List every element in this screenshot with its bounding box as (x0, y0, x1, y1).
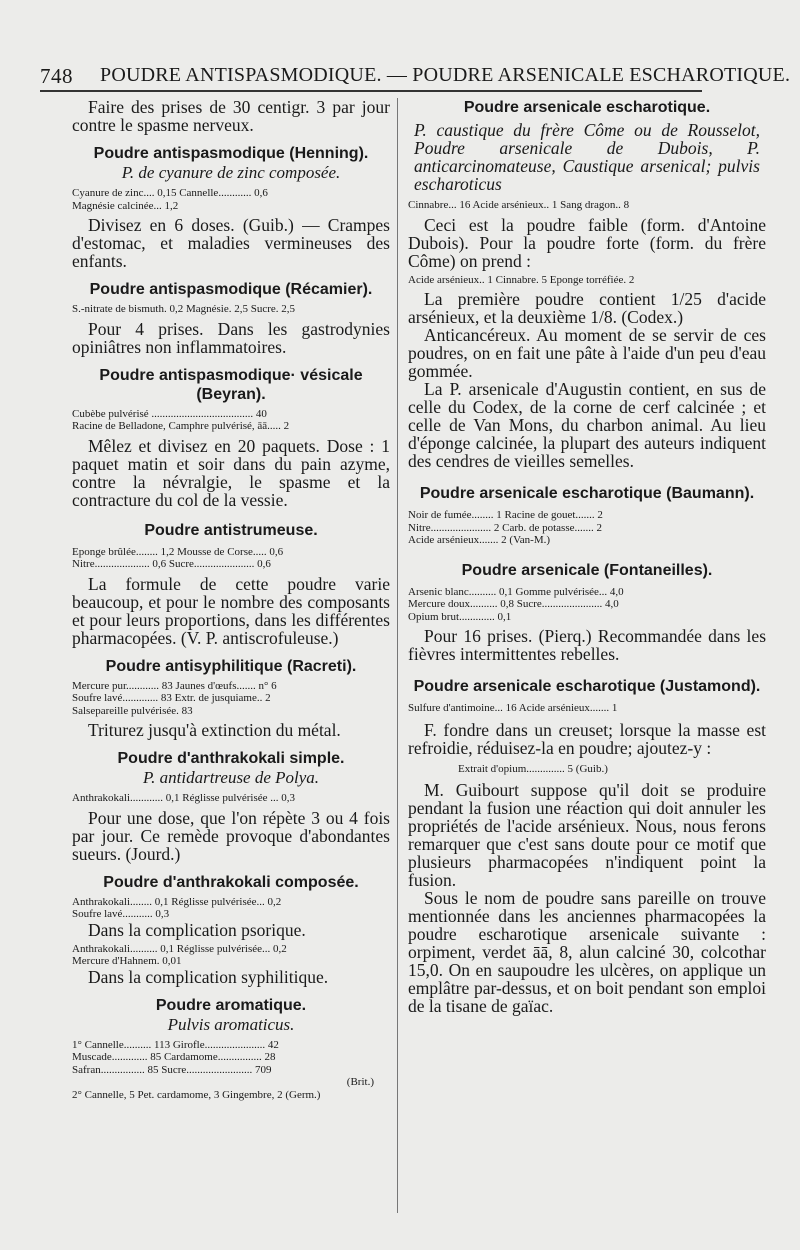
section-aromatique (72, 996, 390, 1102)
formula-line: Nitre...................... 2 Carb. de potasse....... 2 (408, 521, 602, 534)
formula-line: Soufre lavé............. 83 Extr. de jusquiame.. 2 (72, 692, 271, 704)
section-text: Pour une dose, que l'on répète 3 ou 4 fois par jour. Ce remède provoque d'abondantes sueurs. (Jourd.) (72, 807, 390, 864)
section-heading: Poudre antistrumeuse. (144, 521, 318, 539)
section-text: Dans la complication psorique. (88, 919, 306, 940)
section-text: Pour 4 prises. Dans les gastrodynies opiniâtres non inflammatoires. (72, 318, 390, 357)
formula-line: Sulfure d'antimoine... 16 Acide arsénieux....... 1 (408, 702, 618, 714)
formula-line: Anthrakokali........ 0,1 Réglisse pulvérisée... 0,2 (72, 895, 282, 908)
section-beyran (72, 366, 390, 509)
formula-line: Magnésie calcinée... 1,2 (72, 199, 179, 212)
section-recamier (72, 280, 390, 356)
formula-line: Cinnabre... 16 Acide arsénieux.. 1 Sang dragon.. 8 (408, 199, 630, 211)
section-anthrakokali-composee (72, 873, 390, 986)
formula-line: Cyanure de zinc.... 0,15 Cannelle............ 0,6 (72, 187, 268, 199)
left-column (72, 98, 390, 1101)
intro-paragraph: Faire des prises de 30 centigr. 3 par jour contre le spasme nerveux. (72, 97, 390, 135)
section-racreti (72, 657, 390, 740)
formula-line: Cubèbe pulvérisé ..................................... 40 (72, 407, 267, 420)
running-title: POUDRE ANTISPASMODIQUE. — POUDRE ARSENICALE ESCHAROTIQUE. (100, 64, 791, 86)
section-subtitle: P. antidartreuse de Polya. (142, 768, 320, 787)
formula-source: (Brit.) (346, 1076, 374, 1088)
formula-line: Anthrakokali.......... 0,1 Réglisse pulvérisée... 0,2 (72, 942, 287, 955)
formula-line: Salsepareille pulvérisée. 83 (72, 704, 193, 717)
section-heading: Poudre arsenicale escharotique. (463, 99, 711, 116)
formula-line: Extrait d'opium.............. 5 (Guib.) (458, 762, 608, 775)
section-text: La P. arsenicale d'Augustin contient, en sus de celle du Codex, de la corne de cerf calcinée ; et celle de Van Mons, du charbon animal. Au lieu d'éponge calcinée, la plupart des auteurs indiquent des cendres de vieilles semelles. (408, 379, 766, 471)
section-heading: Poudre d'anthrakokali simple. (117, 750, 345, 767)
formula-line: Safran................ 85 Sucre........................ 709 (72, 1063, 272, 1076)
section-synonyms: P. caustique du frère Côme ou de Rousselot, Poudre arsenicale de Dubois, P. anticarcinomateuse, Caustique arsenical; pulvis escharoticus (414, 120, 760, 194)
section-text: La première poudre contient 1/25 d'acide arsénieux, et la deuxième 1/8. (Codex.) (408, 289, 766, 327)
section-fontaneilles (408, 561, 766, 664)
formula-line: 2° Cannelle, 5 Pet. cardamome, 3 Gingembre, 2 (Germ.) (72, 1088, 321, 1101)
section-text: Mêlez et divisez en 20 paquets. Dose : 1 paquet matin et soir dans du pain azyme, contre la névralgie, le spasme et la contracture du col de la vessie. (72, 435, 390, 510)
formula-line: Nitre.................... 0,6 Sucre...................... 0,6 (72, 558, 271, 570)
section-text: Dans la complication syphilitique. (88, 966, 329, 987)
section-heading: Poudre arsenicale escharotique (Baumann). (419, 485, 755, 502)
section-text: Anticancéreux. Au moment de se servir de ces poudres, on en fait une pâte à l'aide d'un peu d'eau gommée. (408, 325, 766, 381)
formula-line: Muscade............. 85 Cardamome................ 28 (72, 1051, 276, 1063)
section-heading: Poudre arsenicale escharotique (Justamond). (413, 678, 761, 695)
section-text: M. Guibourt suppose qu'il doit se produire pendant la fusion une réaction qui doit annuler les propriétés de l'acide arsénieux. Nous, nous ferons remarquer que c'est sans doute pour ce motif que plusieurs pharmacopées n'indiquent point la fusion. (408, 780, 766, 890)
section-text: La formule de cette poudre varie beaucoup, et pour le nombre des composants et pour leurs proportions, dans les différentes pharmacopées. (V. P. antiscrofuleuse.) (72, 573, 390, 648)
formula-line: 1° Cannelle.......... 113 Girofle...................... 42 (72, 1038, 279, 1051)
section-text: Triturez jusqu'à extinction du métal. (88, 720, 341, 740)
section-text: Ceci est la poudre faible (form. d'Antoine Dubois). Pour la poudre forte (form. du frère Côme) on prend : (408, 214, 766, 271)
section-text: Sous le nom de poudre sans pareille on trouve mentionnée dans les anciennes pharmacopées la poudre escharotique arsenicale suivante : orpiment, verdet āā, 8, alun calciné 30, colcothar 15,0. On en saupoudre les ulcères, on applique un emplâtre par-dessus, et on boit pendant son emploi de la tisane de gaïac. (408, 888, 766, 1016)
section-heading: Poudre aromatique. (155, 996, 307, 1014)
formula-line: Acide arsénieux....... 2 (Van-M.) (408, 534, 551, 546)
formula-line: Mercure d'Hahnem. 0,01 (72, 955, 182, 967)
section-antistrumeuse (72, 521, 390, 647)
section-heading: Poudre antispasmodique· vésicale (Beyran). (99, 366, 363, 403)
page-number: 748 (40, 64, 73, 88)
formula-line: S.-nitrate de bismuth. 0,2 Magnésie. 2,5 Sucre. 2,5 (72, 303, 296, 315)
header-rule (40, 90, 702, 92)
section-heading: Poudre antisyphilitique (Racreti). (105, 657, 357, 675)
formula-line: Arsenic blanc.......... 0,1 Gomme pulvérisée... 4,0 (408, 585, 624, 598)
section-justamond (408, 677, 766, 1015)
section-subtitle: Pulvis aromaticus. (167, 1014, 295, 1034)
section-heading: Poudre antispasmodique (Récamier). (89, 281, 373, 298)
formula-line: Mercure pur............ 83 Jaunes d'œufs....... n° 6 (72, 679, 277, 692)
section-heading: Poudre d'anthrakokali composée. (103, 873, 359, 891)
section-baumann (408, 484, 766, 547)
formula-line: Racine de Belladone, Camphre pulvérisé, āā..... 2 (72, 420, 290, 432)
formula-line: Opium brut............. 0,1 (408, 610, 512, 623)
formula-line: Acide arsénieux.. 1 Cinnabre. 5 Eponge torréfiée. 2 (408, 273, 635, 286)
section-escharotique (408, 98, 766, 470)
formula-line: Soufre lavé........... 0,3 (72, 908, 170, 920)
section-henning (72, 144, 390, 270)
right-column (408, 98, 766, 1015)
section-text: Divisez en 6 doses. (Guib.) — Crampes d'estomac, et maladies vermineuses des enfants. (72, 215, 390, 271)
section-subtitle: P. de cyanure de zinc composée. (121, 163, 341, 182)
formula-line: Mercure doux.......... 0,8 Sucre...................... 4,0 (408, 598, 619, 610)
formula-line: Anthrakokali............ 0,1 Réglisse pulvérisée ... 0,3 (72, 792, 296, 804)
section-text: Pour 16 prises. (Pierq.) Recommandée dans les fièvres intermittentes rebelles. (408, 626, 766, 664)
formula-line: Eponge brûlée........ 1,2 Mousse de Corse..... 0,6 (72, 545, 284, 558)
section-text: F. fondre dans un creuset; lorsque la masse est refroidie, réduisez-la en poudre; ajoutez-y : (408, 719, 766, 758)
section-heading: Poudre antispasmodique (Henning). (93, 145, 369, 162)
section-anthrakokali-simple (72, 749, 390, 863)
section-heading: Poudre arsenicale (Fontaneilles). (461, 561, 713, 579)
formula-line: Noir de fumée........ 1 Racine de gouet....... 2 (408, 509, 603, 521)
column-divider (397, 98, 398, 1213)
